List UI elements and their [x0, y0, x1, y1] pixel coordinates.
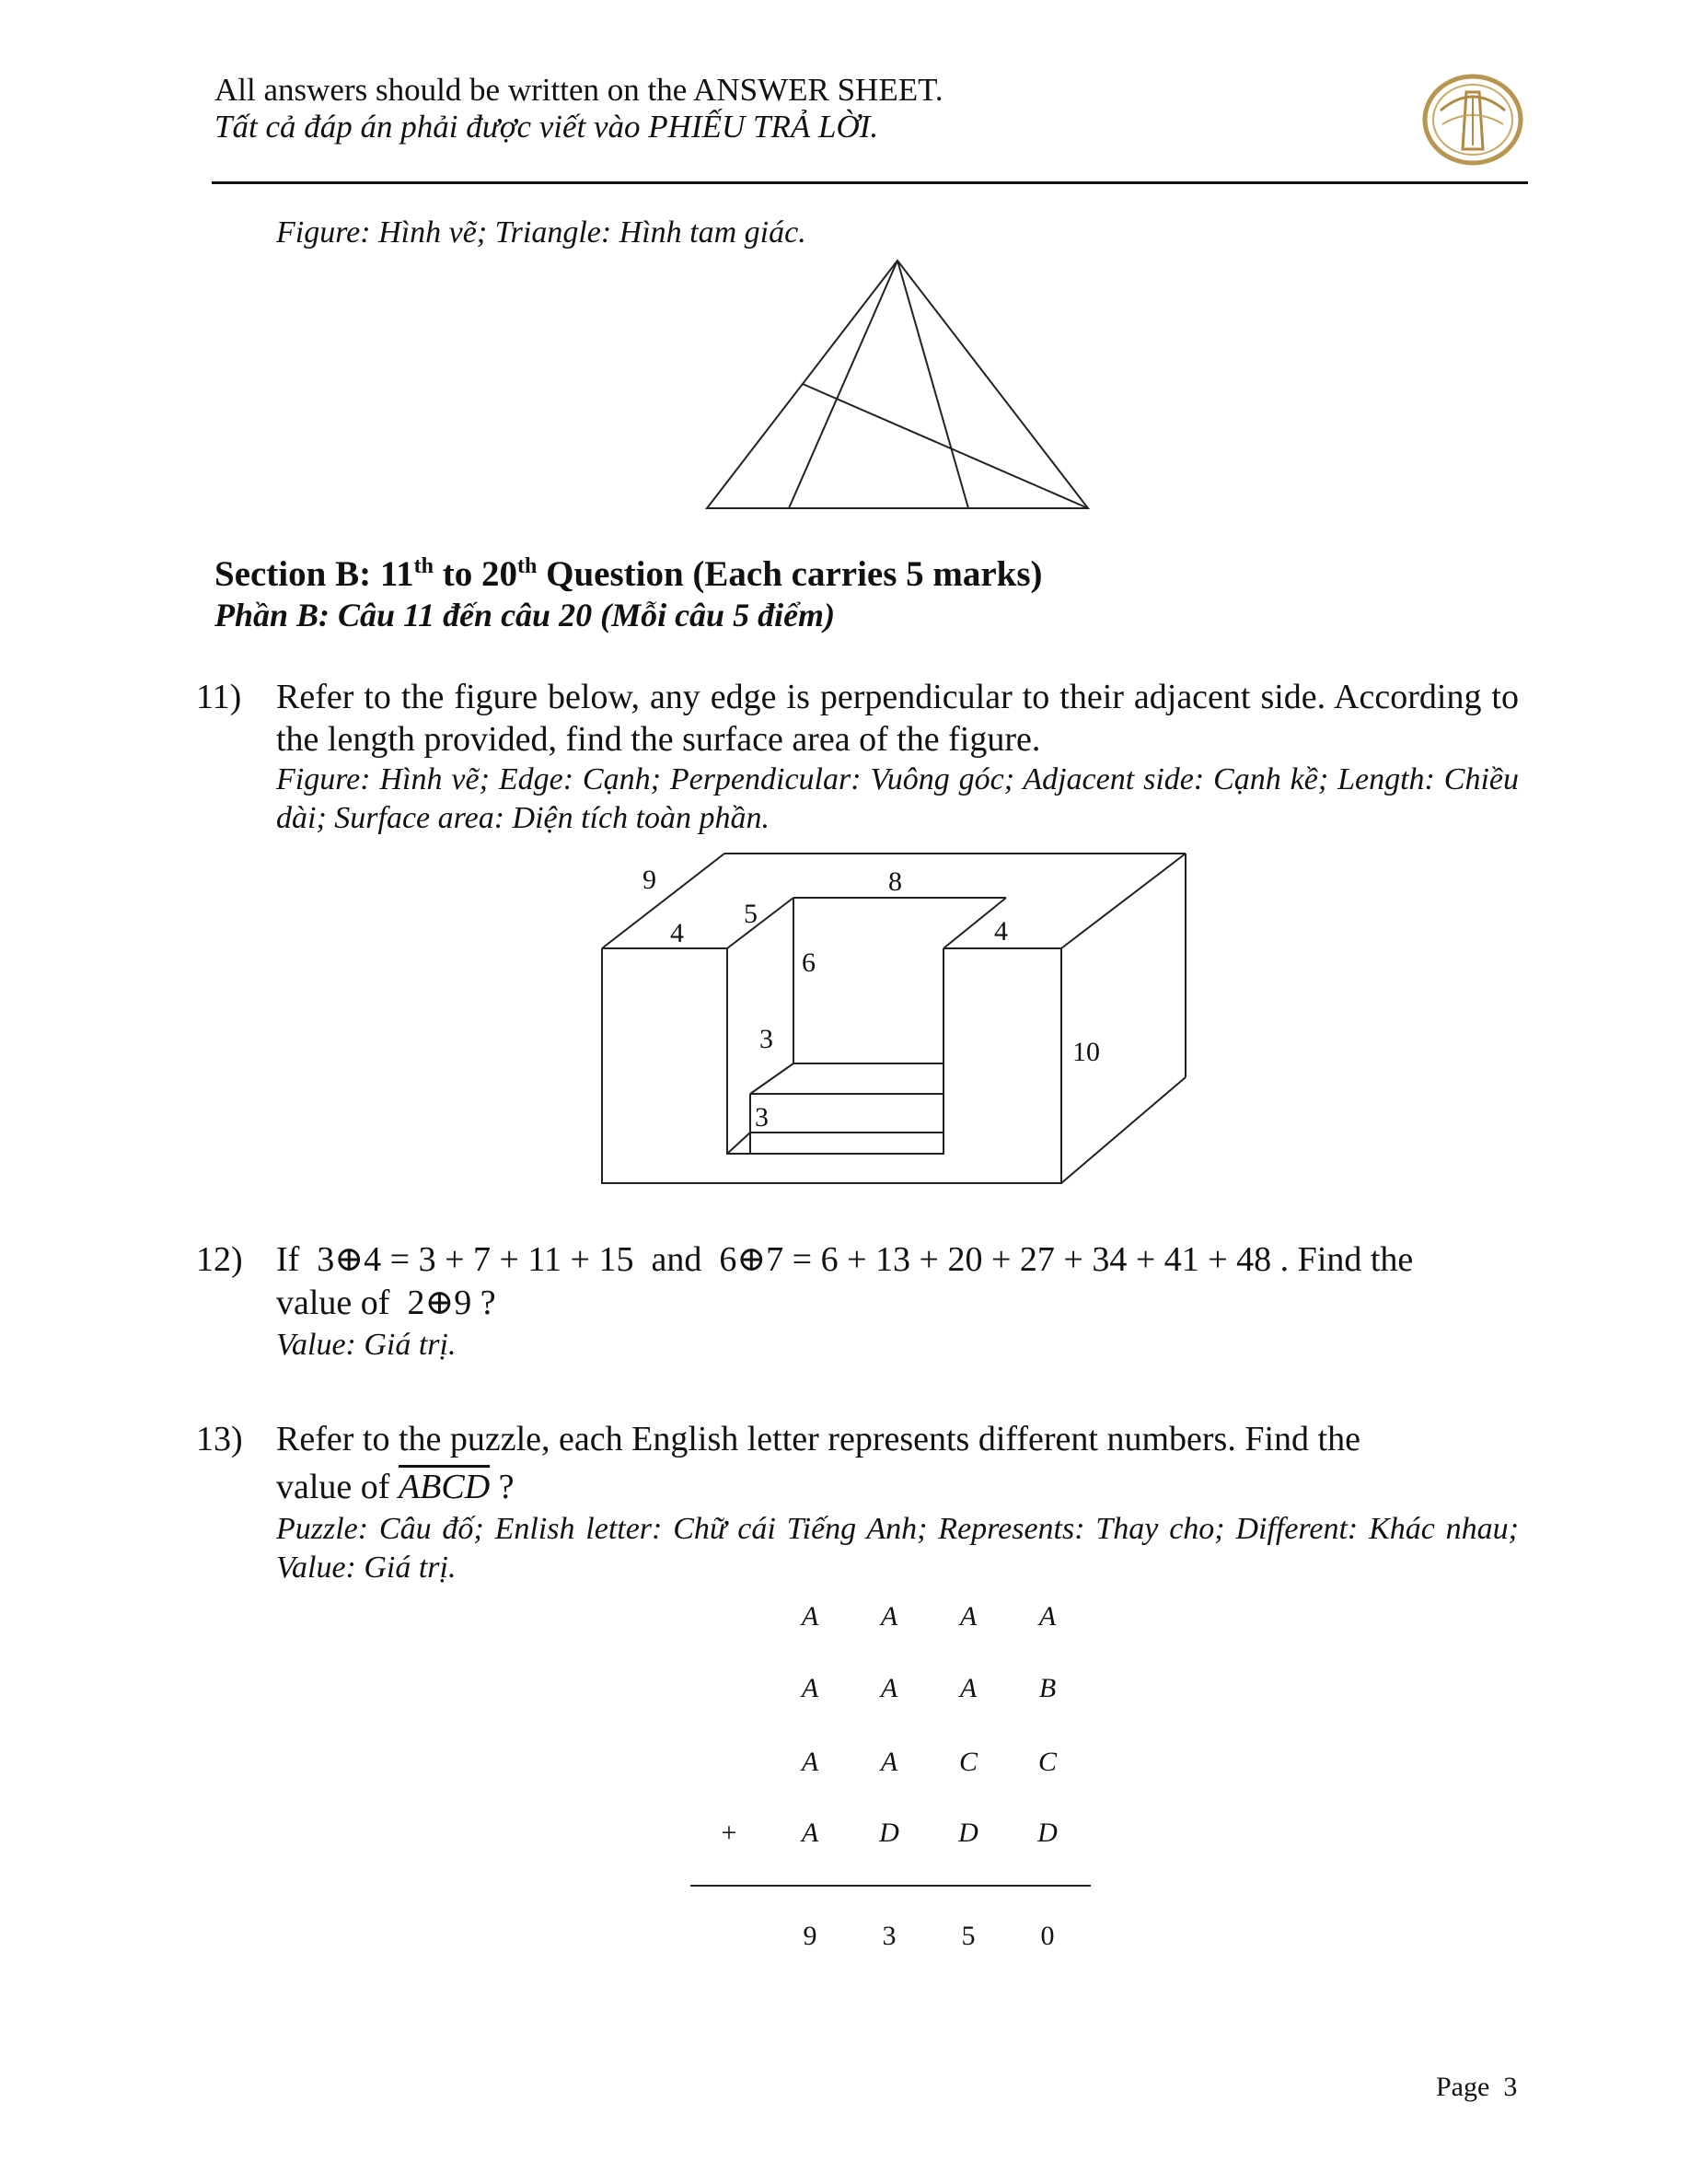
result-digit: 9 — [803, 1921, 817, 1951]
plus-sign: + — [721, 1818, 737, 1848]
puzzle-cell: B — [1038, 1673, 1057, 1703]
q13-line2: value of ABCD ? — [276, 1468, 515, 1506]
section-b-title: Section B: 11th to 20th Question (Each carries 5 marks) — [214, 554, 1043, 594]
q13-number: 13) — [196, 1420, 243, 1458]
q13-line1: Refer to the puzzle, each English letter represents different numbers. Find the — [276, 1420, 1360, 1458]
label-4-left: 4 — [670, 918, 684, 948]
puzzle-row-4 — [722, 1818, 1059, 1848]
block-figure — [589, 842, 1197, 1192]
puzzle-cell: A — [959, 1601, 978, 1632]
puzzle-row-3 — [800, 1747, 1058, 1777]
q12-line1: If 3⊕4 = 3 + 7 + 11 + 15 and 6⊕7 = 6 + 13 + 20 + 27 + 34 + 41 + 48 . Find the — [276, 1240, 1414, 1279]
page-number: Page 3 — [1436, 2072, 1518, 2102]
q12-line2: value of 2⊕9 ? — [276, 1284, 496, 1322]
puzzle-cell: A — [801, 1818, 819, 1848]
puzzle-result-row — [804, 1921, 1055, 1951]
label-5: 5 — [744, 899, 758, 929]
puzzle-cell: C — [958, 1747, 978, 1777]
q12-gloss: Value: Giá trị. — [276, 1328, 457, 1362]
result-digit: 0 — [1040, 1921, 1055, 1951]
puzzle-row-2 — [800, 1673, 1056, 1703]
label-3-lower: 3 — [755, 1102, 769, 1133]
header-rule — [212, 181, 1528, 184]
label-6: 6 — [802, 947, 816, 978]
puzzle-cell: D — [879, 1818, 899, 1848]
label-3-upper: 3 — [759, 1024, 773, 1054]
puzzle-cell: A — [880, 1747, 898, 1777]
q11-gloss: Figure: Hình vẽ; Edge: Cạnh; Perpendicular: Vuông góc; Adjacent side: Cạnh kề; Length: Chiều dài; Surface area: Diện tích toàn phần. — [276, 762, 1519, 835]
puzzle-row-1 — [800, 1601, 1057, 1632]
label-9: 9 — [642, 865, 656, 895]
q13-gloss: Puzzle: Câu đố; Enlish letter: Chữ cái Tiếng Anh; Represents: Thay cho; Different: Khác nhau; Value: Giá trị. — [276, 1512, 1519, 1585]
puzzle-cell: D — [958, 1818, 978, 1848]
puzzle-cell: A — [1038, 1601, 1057, 1632]
puzzle-cell: A — [880, 1673, 898, 1703]
addition-puzzle — [681, 1584, 1105, 1952]
q11-number: 11) — [196, 678, 242, 716]
puzzle-cell: A — [801, 1673, 819, 1703]
puzzle-cell: A — [801, 1747, 819, 1777]
label-8: 8 — [888, 866, 902, 897]
abcd-overline: ABCD — [398, 1468, 491, 1506]
section-b-title-vi: Phần B: Câu 11 đến câu 20 (Mỗi câu 5 điểm) — [214, 597, 836, 633]
puzzle-cell: C — [1037, 1747, 1058, 1777]
triangle-figure — [700, 253, 1095, 516]
result-digit: 3 — [882, 1921, 897, 1951]
header-instruction-en: All answers should be written on the ANSWER SHEET. — [214, 72, 943, 108]
label-4-right: 4 — [994, 916, 1008, 947]
puzzle-cell: D — [1037, 1818, 1058, 1848]
puzzle-cell: A — [801, 1601, 819, 1632]
q12-number: 12) — [196, 1240, 243, 1279]
label-10: 10 — [1072, 1037, 1100, 1067]
q11-text: Refer to the figure below, any edge is perpendicular to their adjacent side. According to the length provided, find the surface area of the figure. — [276, 678, 1519, 759]
header-instruction-vi: Tất cả đáp án phải được viết vào PHIẾU TRẢ LỜI. — [214, 109, 879, 145]
school-crest-logo-icon — [1422, 74, 1523, 166]
puzzle-cell: A — [959, 1673, 978, 1703]
q10-gloss: Figure: Hình vẽ; Triangle: Hình tam giác. — [276, 215, 806, 250]
result-digit: 5 — [961, 1921, 976, 1951]
puzzle-cell: A — [880, 1601, 898, 1632]
